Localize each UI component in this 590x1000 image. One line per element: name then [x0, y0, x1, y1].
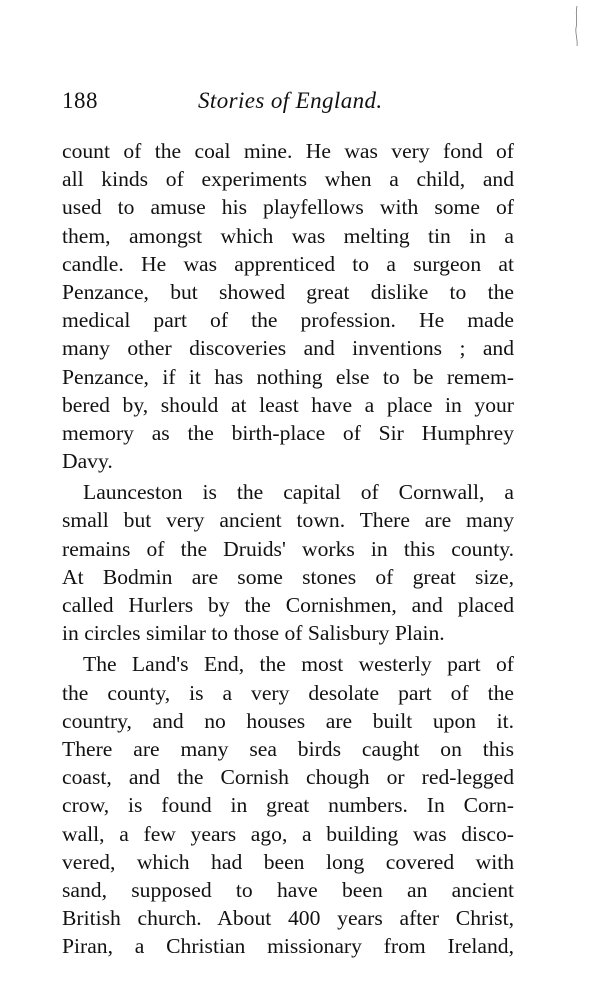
text-line: count of the coal mine. He was very fond of — [62, 139, 514, 163]
body-text — [62, 137, 514, 960]
text-line: used to amuse his playfellows with some of — [62, 195, 514, 220]
text-line: medical part of the profession. He made — [62, 308, 514, 333]
text-line: At Bodmin are some stones of great size, — [62, 564, 514, 589]
text-line: small but very ancient town. There are many — [62, 508, 514, 533]
text-line: wall, a few years ago, a building was disco- — [62, 821, 514, 846]
text-line: called Hurlers by the Cornishmen, and placed — [62, 593, 514, 617]
page-number: 188 — [62, 88, 98, 113]
text-line: many other discoveries and inventions ; and — [62, 336, 514, 361]
text-line: in circles similar to those of Salisbury Plain. — [62, 621, 445, 646]
text-line: There are many sea birds caught on this — [62, 736, 514, 761]
page-header — [62, 88, 514, 118]
text-line: British church. About 400 years after Christ, — [62, 906, 514, 931]
text-line: Davy. — [62, 449, 113, 474]
text-line: all kinds of experiments when a child, and — [62, 167, 514, 192]
text-line: sand, supposed to have been an ancient — [62, 877, 514, 902]
text-line: Penzance, but showed great dislike to the — [62, 279, 514, 304]
text-line: The Land's End, the most westerly part of — [83, 652, 514, 677]
text-line: country, and no houses are built upon it. — [62, 708, 514, 733]
text-line: coast, and the Cornish chough or red-legged — [62, 765, 514, 790]
text-line: Launceston is the capital of Cornwall, a — [83, 480, 514, 505]
text-line: remains of the Druids' works in this county. — [62, 536, 514, 561]
text-line: the county, is a very desolate part of the — [62, 680, 514, 705]
text-line: memory as the birth-place of Sir Humphrey — [62, 420, 514, 445]
text-line: candle. He was apprenticed to a surgeon at — [62, 251, 514, 276]
page-edge-mark — [572, 6, 580, 46]
text-line: Piran, a Christian missionary from Ireland, — [62, 934, 514, 959]
text-line: Penzance, if it has nothing else to be remem- — [62, 364, 514, 389]
text-line: crow, is found in great numbers. In Corn- — [62, 793, 514, 818]
text-line: vered, which had been long covered with — [62, 849, 514, 874]
text-line: them, amongst which was melting tin in a — [62, 223, 514, 248]
running-title: Stories of England. — [198, 88, 383, 113]
text-line: bered by, should at least have a place in your — [62, 392, 514, 417]
